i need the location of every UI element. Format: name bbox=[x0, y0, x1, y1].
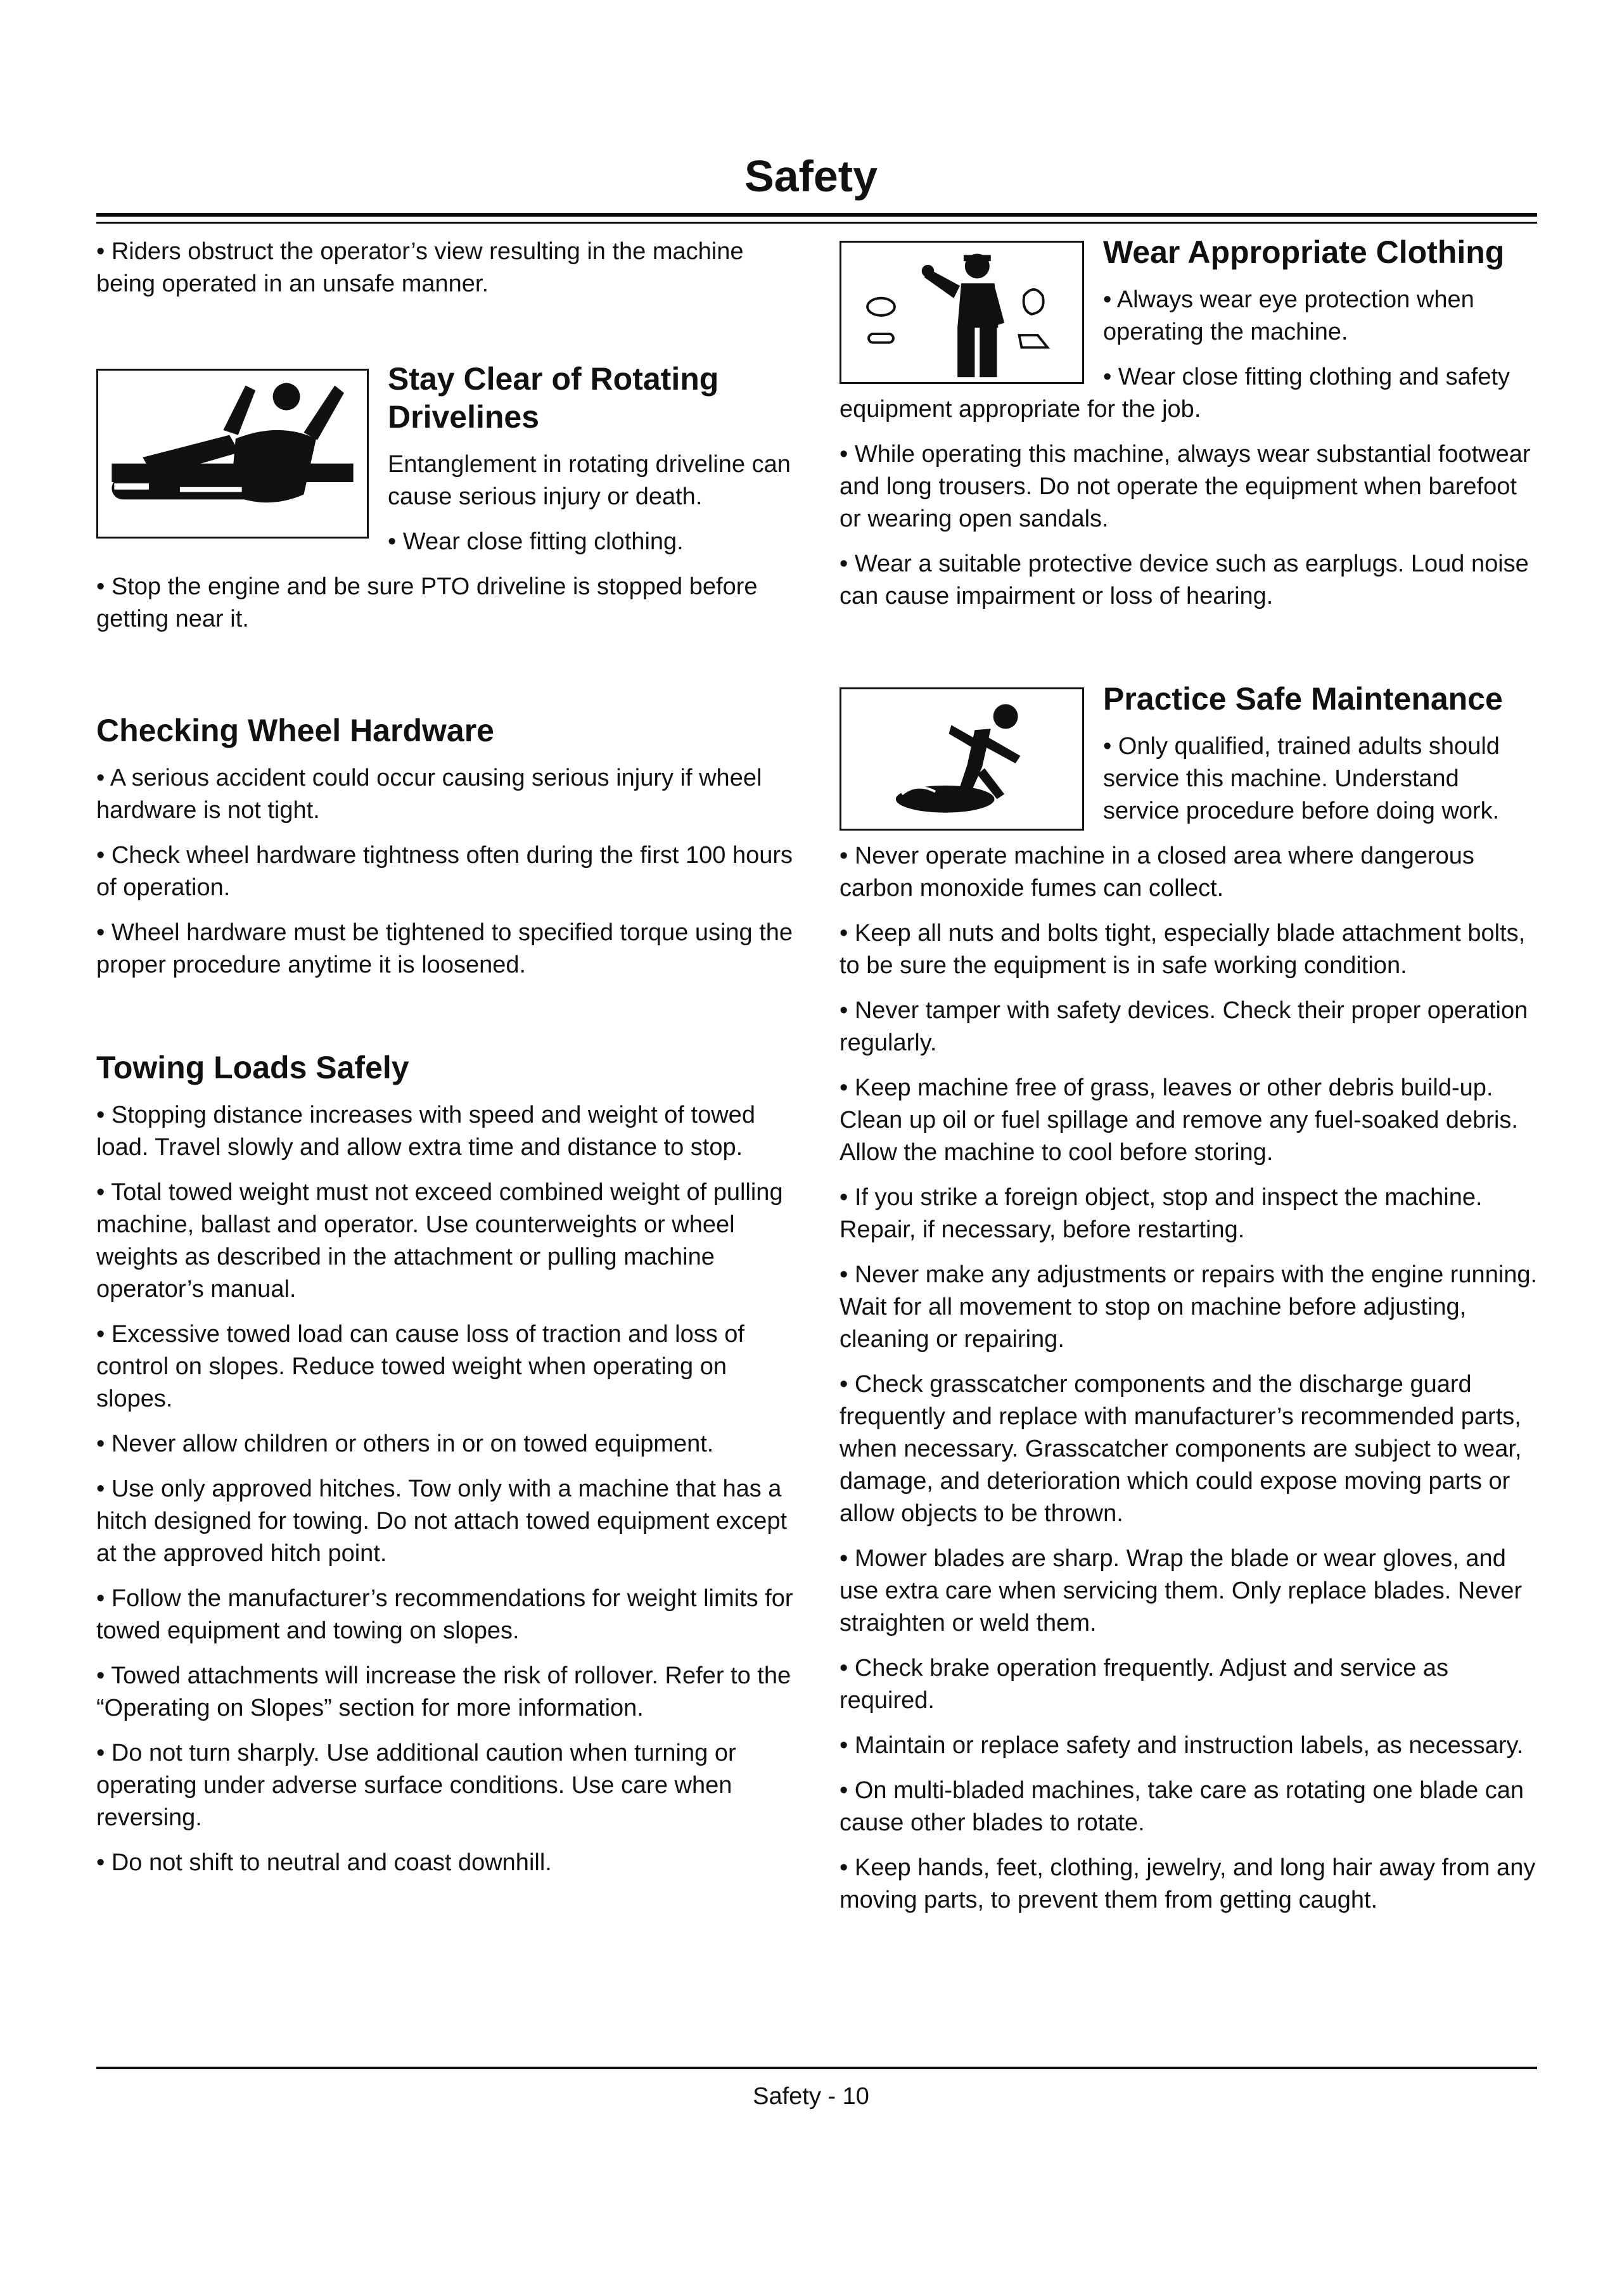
wheel-item: • A serious accident could occur causing serious injury if wheel hardware is not tight. bbox=[96, 765, 762, 824]
right-column bbox=[840, 233, 1540, 1929]
slip-hazard-icon bbox=[840, 687, 1084, 831]
protective-clothing-icon bbox=[840, 241, 1084, 384]
page-title: Safety bbox=[744, 151, 878, 201]
clothing-section bbox=[840, 233, 1540, 613]
clothing-item: • Wear a suitable protective device such as earplugs. Loud noise can cause impairment or loss of hearing. bbox=[840, 551, 1529, 609]
maintenance-item: • Check brake operation frequently. Adjust and service as required. bbox=[840, 1655, 1449, 1714]
page-footer: Safety - 10 bbox=[753, 2083, 869, 2110]
maintenance-item: • Only qualified, trained adults should service this machine. Understand service procedure before doing work. bbox=[1103, 733, 1500, 824]
towing-title: Towing Loads Safely bbox=[96, 1050, 409, 1085]
maintenance-title: Practice Safe Maintenance bbox=[1103, 681, 1503, 717]
maintenance-item: • If you strike a foreign object, stop and inspect the machine. Repair, if necessary, before restarting. bbox=[840, 1184, 1483, 1243]
towing-item: • Follow the manufacturer’s recommendations for weight limits for towed equipment and towing on slopes. bbox=[96, 1585, 793, 1644]
driveline-title: Stay Clear of Rotating Drivelines bbox=[388, 361, 719, 435]
driveline-item: • Wear close fitting clothing. bbox=[388, 528, 684, 555]
maintenance-item: • Keep hands, feet, clothing, jewelry, and long hair away from any moving parts, to prevent them from getting caught. bbox=[840, 1854, 1536, 1913]
slip-hazard-icon bbox=[841, 689, 1082, 829]
maintenance-item: • Mower blades are sharp. Wrap the blade or wear gloves, and use extra care when servicing them. Only replace blades. Never straighten or weld them. bbox=[840, 1545, 1523, 1636]
maintenance-item: • Keep machine free of grass, leaves or other debris build-up. Clean up oil or fuel spillage and remove any fuel-soaked debris. Allow the machine to cool before storing. bbox=[840, 1075, 1518, 1166]
towing-item: • Excessive towed load can cause loss of traction and loss of control on slopes. Reduce towed weight when operating on slopes. bbox=[96, 1321, 744, 1412]
towing-item: • Stopping distance increases with speed and weight of towed load. Travel slowly and allow extra time and distance to stop. bbox=[96, 1102, 755, 1161]
towing-item: • Total towed weight must not exceed combined weight of pulling machine, ballast and operator. Use counterweights or wheel weights as described in the attachment or pulling machine operator’s manual. bbox=[96, 1179, 783, 1303]
maintenance-item: • Check grasscatcher components and the discharge guard frequently and replace with manufacturer’s recommended parts, when necessary. Grasscatcher components are subject to wear, damage, and deterioration which could expose moving parts or allow objects to be thrown. bbox=[840, 1371, 1522, 1527]
wheel-item: • Check wheel hardware tightness often during the first 100 hours of operation. bbox=[96, 842, 793, 901]
driveline-entanglement-icon bbox=[98, 371, 367, 537]
driveline-section bbox=[96, 360, 796, 635]
towing-item: • Never allow children or others in or on towed equipment. bbox=[96, 1431, 714, 1457]
protective-clothing-icon bbox=[841, 243, 1082, 382]
towing-item: • Towed attachments will increase the risk of rollover. Refer to the “Operating on Slopes” section for more information. bbox=[96, 1662, 791, 1721]
clothing-item: • While operating this machine, always wear substantial footwear and long trousers. Do not operate the equipment when barefoot or wearing open sandals. bbox=[840, 441, 1531, 532]
header-rule-thin bbox=[96, 222, 1537, 224]
driveline-item: • Stop the engine and be sure PTO driveline is stopped before getting near it. bbox=[96, 573, 758, 632]
towing-item: • Do not shift to neutral and coast downhill. bbox=[96, 1849, 552, 1876]
maintenance-item: • Maintain or replace safety and instruction labels, as necessary. bbox=[840, 1732, 1524, 1759]
clothing-item: • Wear close fitting clothing and safety equipment appropriate for the job. bbox=[840, 364, 1510, 423]
driveline-entanglement-icon bbox=[96, 369, 369, 539]
maintenance-item: • Never operate machine in a closed area where dangerous carbon monoxide fumes can collect. bbox=[840, 843, 1474, 902]
clothing-item: • Always wear eye protection when operating the machine. bbox=[1103, 286, 1474, 345]
towing-item: • Do not turn sharply. Use additional caution when turning or operating under adverse surface conditions. Use care when reversing. bbox=[96, 1740, 736, 1831]
towing-item: • Use only approved hitches. Tow only with a machine that has a hitch designed for towing. Do not attach towed equipment except at the approved hitch point. bbox=[96, 1476, 788, 1567]
clothing-title: Wear Appropriate Clothing bbox=[1103, 234, 1505, 270]
maintenance-item: • Never tamper with safety devices. Check their proper operation regularly. bbox=[840, 997, 1528, 1056]
driveline-item: Entanglement in rotating driveline can cause serious injury or death. bbox=[388, 451, 791, 510]
wheel-item: • Wheel hardware must be tightened to specified torque using the proper procedure anytime it is loosened. bbox=[96, 919, 793, 978]
wheel-title: Checking Wheel Hardware bbox=[96, 713, 494, 748]
wheel-section bbox=[96, 711, 796, 981]
towing-section bbox=[96, 1049, 796, 1879]
header-rule-thick bbox=[96, 213, 1537, 217]
intro-bullet: • Riders obstruct the operator’s view resulting in the machine being operated in an unsafe manner. bbox=[96, 238, 744, 297]
maintenance-section bbox=[840, 680, 1540, 1917]
maintenance-item: • On multi-bladed machines, take care as rotating one blade can cause other blades to rotate. bbox=[840, 1777, 1524, 1836]
footer-rule bbox=[96, 2067, 1537, 2069]
maintenance-item: • Never make any adjustments or repairs with the engine running. Wait for all movement to stop on machine before adjusting, cleaning or repairing. bbox=[840, 1261, 1538, 1353]
left-column bbox=[96, 236, 796, 1892]
maintenance-item: • Keep all nuts and bolts tight, especially blade attachment bolts, to be sure the equipment is in safe working condition. bbox=[840, 920, 1526, 979]
